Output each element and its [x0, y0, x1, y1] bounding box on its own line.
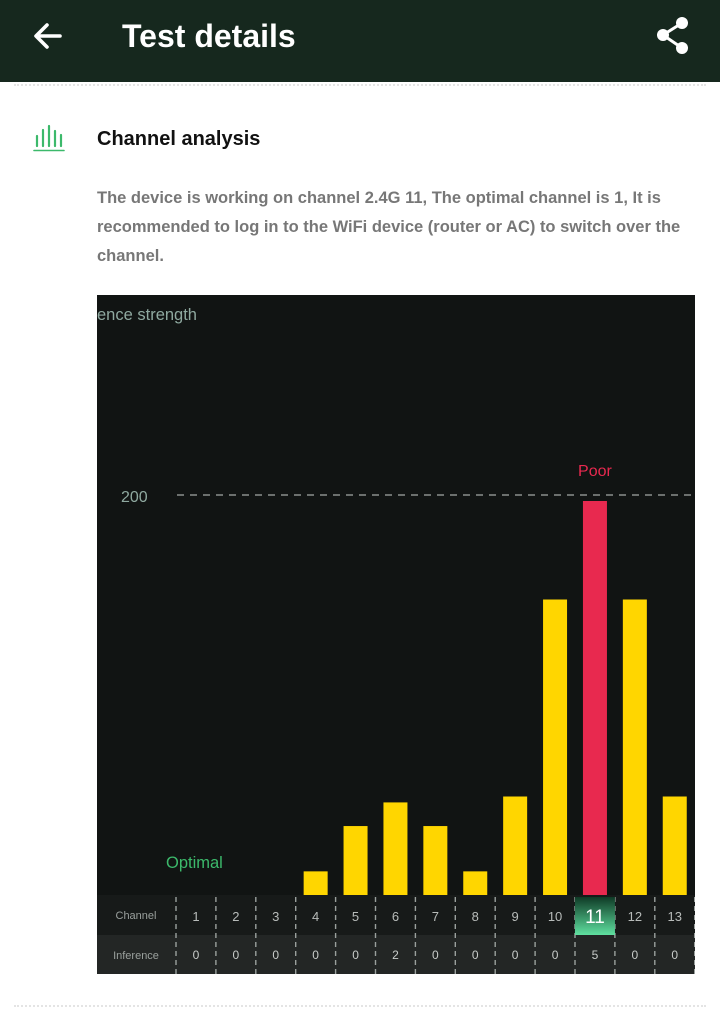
inference-value: 0 [471, 948, 479, 962]
inference-value: 0 [432, 948, 439, 962]
reference-line-label: 200 [121, 489, 148, 506]
channel-tick-label: 8 [471, 909, 479, 924]
inference-value: 0 [631, 948, 639, 962]
bar-channel-6 [383, 802, 407, 895]
inference-value: 2 [392, 948, 399, 962]
divider-bottom [14, 1005, 706, 1007]
share-icon [652, 14, 694, 58]
inference-value: 0 [312, 948, 319, 962]
channel-tick-label: 7 [431, 909, 439, 924]
arrow-left-icon [28, 16, 68, 56]
bar-channel-13 [663, 797, 687, 896]
channel-tick-label: 10 [547, 909, 563, 924]
page-title: Test details [122, 18, 296, 54]
channel-tick-label: 2 [232, 909, 240, 924]
channel-tick-label: 5 [351, 909, 360, 924]
bar-channel-12 [623, 600, 647, 896]
inference-value: 0 [232, 948, 240, 962]
back-button[interactable] [28, 16, 68, 56]
inference-value: 0 [551, 948, 559, 962]
channel-tick-label: 4 [312, 909, 320, 924]
channel-tick-label: 6 [391, 909, 400, 924]
share-button[interactable] [652, 14, 694, 58]
bar-channel-11 [583, 501, 607, 895]
channel-tick-label: 11 [585, 907, 605, 928]
channel-tick-label: 9 [511, 909, 519, 924]
inference-value: 0 [352, 948, 359, 962]
divider-top [14, 84, 706, 86]
inference-value: 0 [511, 948, 519, 962]
channel-chart-svg [97, 295, 695, 974]
inference-value: 0 [272, 948, 280, 962]
channel-chart [97, 295, 695, 974]
channel-description: The device is working on channel 2.4G 11, The optimal channel is 1, It is recommended to log in to the WiFi device (router or AC) to switch over the channel. [97, 189, 681, 265]
app-bar [0, 0, 720, 82]
bar-channel-8 [463, 871, 487, 895]
section-title: Channel analysis [97, 128, 261, 150]
poor-label: Poor [578, 463, 612, 480]
bar-channel-5 [344, 826, 368, 895]
optimal-label: Optimal [166, 854, 223, 872]
channel-row-label: Channel [115, 910, 157, 922]
bar-chart-icon [32, 122, 66, 152]
channel-tick-label: 1 [192, 909, 200, 924]
y-axis-label: ence strength [97, 306, 197, 324]
channel-tick-label: 3 [272, 909, 280, 924]
inference-row-label: Inference [113, 950, 159, 962]
inference-value: 0 [192, 948, 200, 962]
channel-tick-label: 13 [667, 909, 682, 924]
bar-channel-7 [423, 826, 447, 895]
bar-channel-10 [543, 600, 567, 896]
channel-tick-label: 12 [627, 909, 643, 924]
inference-value: 0 [671, 948, 679, 962]
bar-channel-9 [503, 797, 527, 896]
bar-channel-4 [304, 871, 328, 895]
inference-value: 5 [591, 948, 599, 962]
